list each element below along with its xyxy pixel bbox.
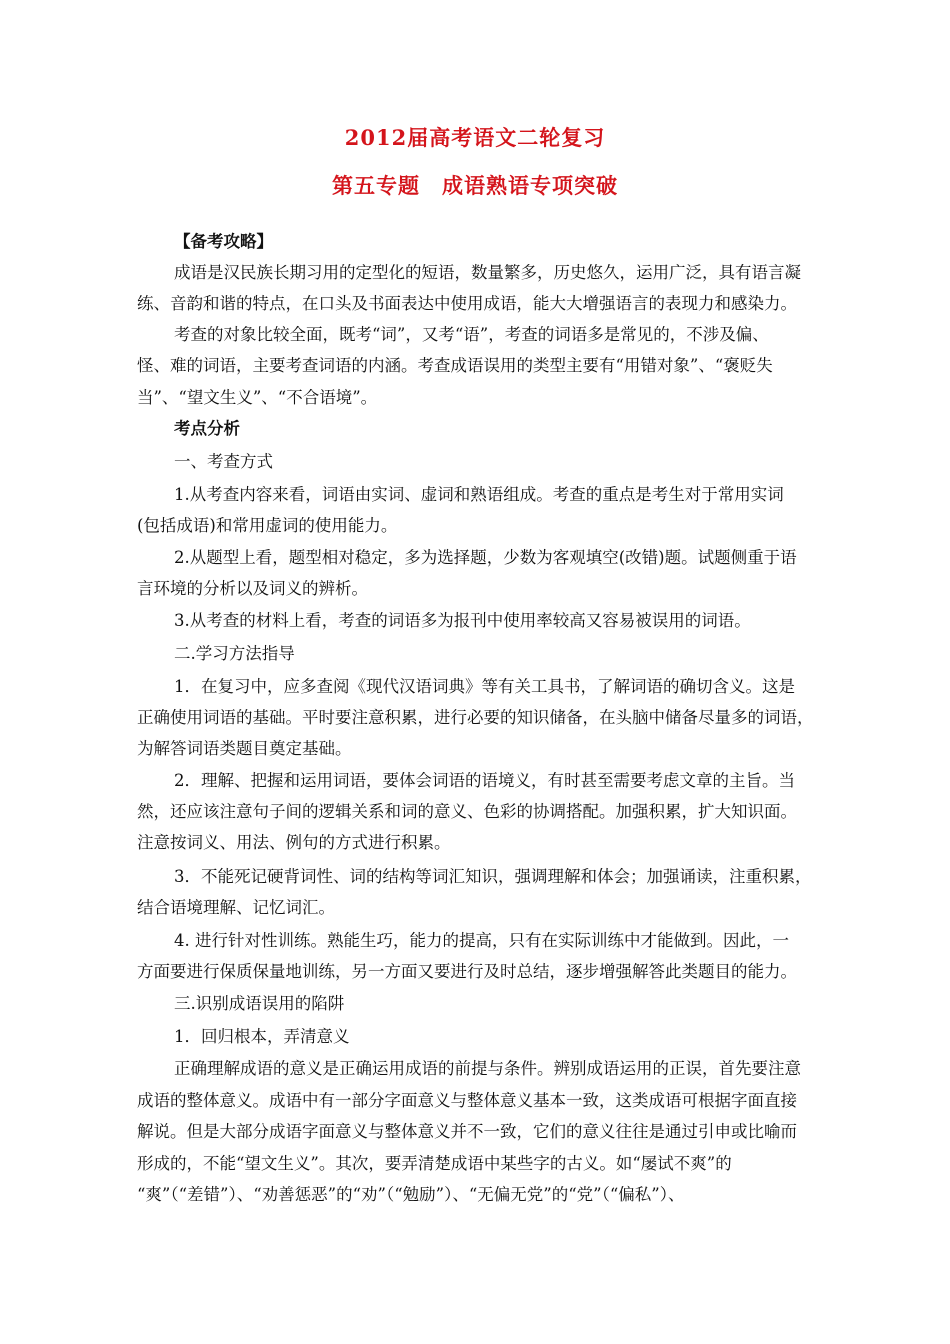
paragraph-line: “爽”（“差错”）、“劝善惩恶”的“劝”（“勉励”）、“无偏无党”的“党”（“偏私”）、 (137, 1185, 685, 1204)
paragraph-line: 当”、“望文生义”、“不合语境”。 (137, 388, 378, 407)
paragraph-line: (包括成语)和常用虚词的使用能力。 (137, 516, 398, 535)
paragraph-line: 然，还应该注意句子间的逻辑关系和词的意义、色彩的协调搭配。加强积累，扩大知识面。 (137, 802, 797, 821)
subheading: 三.识别成语误用的陷阱 (174, 994, 345, 1013)
paragraph-line: 3.从考查的材料上看，考查的词语多为报刊中使用率较高又容易被误用的词语。 (174, 611, 751, 630)
paragraph-line: 练、音韵和谐的特点，在口头及书面表达中使用成语，能大大增强语言的表现力和感染力。 (137, 294, 797, 313)
paragraph-line: 2．理解、把握和运用词语，要体会词语的语境义，有时甚至需要考虑文章的主旨。当 (174, 771, 795, 790)
paragraph-line: 怪、难的词语，主要考查词语的内涵。考查成语误用的类型主要有“用错对象”、“褒贬失 (137, 356, 773, 375)
document-subtitle: 第五专题 成语熟语专项突破 (332, 173, 618, 198)
document-title: 2012届高考语文二轮复习 (344, 125, 606, 150)
paragraph-line: 1.从考查内容来看，词语由实词、虚词和熟语组成。考查的重点是考生对于常用实词 (174, 485, 784, 504)
paragraph-line: 言环境的分析以及词义的辨析。 (137, 579, 368, 598)
paragraph-line: 3．不能死记硬背词性、词的结构等词汇知识，强调理解和体会；加强诵读，注重积累， (174, 867, 812, 886)
paragraph-line: 成语是汉民族长期习用的定型化的短语，数量繁多，历史悠久，运用广泛，具有语言凝 (174, 263, 801, 282)
paragraph-line: 2.从题型上看，题型相对稳定，多为选择题，少数为客观填空(改错)题。试题侧重于语 (174, 548, 797, 567)
paragraph-line: 结合语境理解、记忆词汇。 (137, 898, 335, 917)
section-heading-analysis: 考点分析 (174, 419, 240, 438)
subheading: 一、考查方式 (174, 452, 273, 471)
paragraph-line: 为解答词语类题目奠定基础。 (137, 739, 352, 758)
paragraph-line: 4. 进行针对性训练。熟能生巧，能力的提高，只有在实际训练中才能做到。因此，一 (174, 931, 789, 950)
paragraph-line: 方面要进行保质保量地训练，另一方面又要进行及时总结，逐步增强解答此类题目的能力。 (137, 962, 797, 981)
paragraph-line: 注意按词义、用法、例句的方式进行积累。 (137, 833, 451, 852)
section-heading-prep: 【备考攻略】 (174, 232, 273, 251)
paragraph-line: 正确理解成语的意义是正确运用成语的前提与条件。辨别成语运用的正误，首先要注意 (174, 1059, 801, 1078)
paragraph-line: 形成的，不能“望文生义”。其次，要弄清楚成语中某些字的古义。如“屡试不爽”的 (137, 1154, 732, 1173)
paragraph-line: 成语的整体意义。成语中有一部分字面意义与整体意义基本一致，这类成语可根据字面直接 (137, 1091, 797, 1110)
paragraph-line: 正确使用词语的基础。平时要注意积累，进行必要的知识储备，在头脑中储备尽量多的词语， (137, 708, 814, 727)
subheading: 1．回归根本，弄清意义 (174, 1027, 350, 1046)
paragraph-line: 1．在复习中，应多查阅《现代汉语词典》等有关工具书，了解词语的确切含义。这是 (174, 677, 795, 696)
subheading: 二.学习方法指导 (174, 644, 295, 663)
paragraph-line: 解说。但是大部分成语字面意义与整体意义并不一致，它们的意义往往是通过引申或比喻而 (137, 1122, 797, 1141)
paragraph-line: 考查的对象比较全面，既考“词”，又考“语”，考查的词语多是常见的，不涉及偏、 (174, 325, 769, 344)
